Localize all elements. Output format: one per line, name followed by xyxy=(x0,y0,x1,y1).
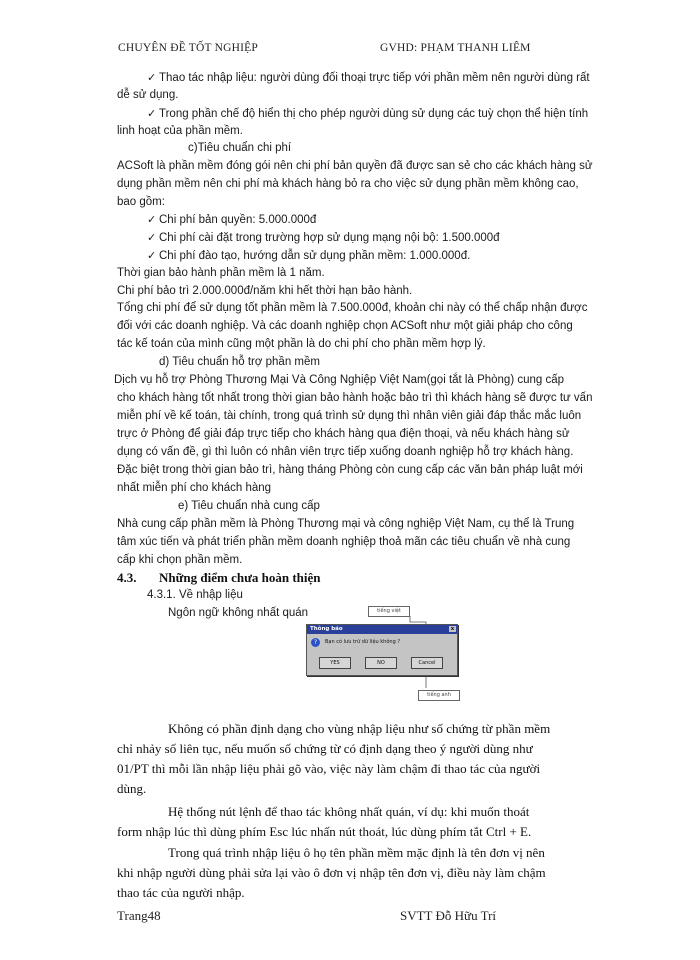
subheading: e) Tiêu chuẩn nhà cung cấp xyxy=(178,500,320,512)
callout-bottom: tiếng anh xyxy=(418,690,460,701)
text-line: dụng có vấn đề, gì thì luôn có nhân viên trực tiếp xuống doanh nghiệp hỗ trợ khách hàng. xyxy=(117,446,574,458)
checkmark-icon: ✓ xyxy=(147,108,157,120)
subheading: d) Tiêu chuẩn hỗ trợ phần mềm xyxy=(159,356,320,368)
footer-page-number: Trang48 xyxy=(117,908,161,923)
subheading: c)Tiêu chuẩn chi phí xyxy=(188,142,292,154)
footer-author: SVTT Đỗ Hữu Trí xyxy=(400,908,497,923)
text-line: đối với các doanh nghiệp. Và các doanh nghiệp chọn ACSoft như một giải pháp cho công xyxy=(117,320,573,332)
text-line: Tổng chi phí để sử dụng tốt phần mềm là 7.500.000đ, khoản chi này có thể chấp nhận được xyxy=(117,302,588,314)
paragraph-line: chỉ nhảy số liên tục, nếu muốn số chứng từ có định dạng theo ý người dùng như xyxy=(117,741,533,756)
text-line: Chi phí bảo trì 2.000.000đ/năm khi hết thời hạn bảo hành. xyxy=(117,285,413,297)
question-icon: ? xyxy=(311,638,320,647)
dialog-figure xyxy=(306,604,482,704)
header-left: CHUYÊN ĐỀ TỐT NGHIỆP xyxy=(118,42,258,54)
bullet-line: ✓ Trong phần chế độ hiển thị cho phép người dùng sử dụng các tuỳ chọn thể hiện tính xyxy=(147,108,589,120)
paragraph-line: form nhập lúc thì dùng phím Esc lúc nhấn nút thoát, lúc dùng phím tắt Ctrl + E. xyxy=(117,824,532,839)
close-icon[interactable]: x xyxy=(450,626,455,632)
bullet-line: ✓ Chi phí cài đặt trong trường hợp sử dụng mạng nội bộ: 1.500.000đ xyxy=(147,232,500,244)
text-line: bao gồm: xyxy=(117,196,165,208)
callout-top: tiếng việt xyxy=(368,606,410,617)
subsection-label: Ngôn ngữ không nhất quán xyxy=(168,607,309,619)
text-line: tâm xúc tiến và phát triển phần mềm doanh nghiệp thoả mãn các tiêu chuẩn về nhà cung xyxy=(117,536,571,548)
cancel-button[interactable]: Cancel xyxy=(411,657,443,669)
text-line: ACSoft là phần mềm đóng gói nên chi phí bản quyền đã được san sẻ cho các khách hàng sử xyxy=(117,160,593,172)
header-right: GVHD: PHẠM THANH LIÊM xyxy=(380,42,531,54)
text-line: cho khách hàng tốt nhất trong thời gian bảo hành hoặc bảo trì thì khách hàng sẽ được tư vấn xyxy=(117,392,593,404)
text-line: miễn phí về kế toán, tài chính, trong quá trình sử dụng thì nhân viên giải đáp thắc mắc luôn xyxy=(117,410,582,422)
bullet-line: ✓ Chi phí đào tạo, hướng dẫn sử dụng phần mềm: 1.000.000đ. xyxy=(147,250,471,262)
paragraph-line: 01/PT thì mỗi lần nhập liệu phải gõ vào, việc này làm chậm đi thao tác của người xyxy=(117,761,541,776)
text-line: Nhà cung cấp phần mềm là Phòng Thương mại và công nghiệp Việt Nam, cụ thể là Trung xyxy=(117,518,575,530)
text-line: dễ sử dụng. xyxy=(117,89,179,101)
text-line: Dịch vụ hỗ trợ Phòng Thương Mại Và Công Nghiệp Việt Nam(gọi tắt là Phòng) cung cấp xyxy=(114,374,565,386)
no-button[interactable]: NO xyxy=(365,657,397,669)
section-number: 4.3. xyxy=(117,570,137,585)
text-line: Thời gian bảo hành phần mềm là 1 năm. xyxy=(117,267,325,279)
text-line: tác kế toán của mình cũng một phần là do chi phí cho phần mềm hợp lý. xyxy=(117,338,486,350)
dialog-message: Bạn có lưu trữ dữ liệu không ? xyxy=(325,639,400,645)
dialog-title: Thông báo xyxy=(310,626,343,632)
paragraph-line: Trong quá trình nhập liệu ô họ tên phần mềm mặc định là tên đơn vị nên xyxy=(168,845,545,860)
bullet-line: ✓ Thao tác nhập liệu: người dùng đối thoại trực tiếp với phần mềm nên người dùng rất xyxy=(147,72,590,84)
checkmark-icon: ✓ xyxy=(147,250,157,262)
section-title: Những điểm chưa hoàn thiện xyxy=(159,570,321,585)
paragraph-line: Hệ thống nút lệnh để thao tác không nhất quán, ví dụ: khi muốn thoát xyxy=(168,804,530,819)
text-line: Đặc biệt trong thời gian bảo trì, hàng tháng Phòng còn cung cấp các văn bản pháp luật mới xyxy=(117,464,583,476)
paragraph-line: khi nhập người dùng phải sửa lại vào ô đơn vị nhập tên đơn vị, điều này làm chậm xyxy=(117,865,546,880)
paragraph-line: dùng. xyxy=(117,781,147,796)
bullet-line: ✓ Chi phí bản quyền: 5.000.000đ xyxy=(147,214,317,226)
text-line: dụng phần mềm nên chi phí mà khách hàng bỏ ra cho việc sử dụng phần mềm không cao, xyxy=(117,178,579,190)
checkmark-icon: ✓ xyxy=(147,232,157,244)
text-line: nhất miễn phí cho khách hàng xyxy=(117,482,272,494)
paragraph-line: Không có phần định dạng cho vùng nhập liệu như số chứng từ phần mềm xyxy=(168,721,551,736)
dialog-titlebar xyxy=(307,625,457,634)
dialog-window xyxy=(306,624,458,676)
paragraph-line: thao tác của người nhập. xyxy=(117,885,245,900)
text-line: linh hoạt của phần mềm. xyxy=(117,125,243,137)
subsection-title: 4.3.1. Về nhập liệu xyxy=(147,589,243,601)
text-line: trực ở Phòng để giải đáp trực tiếp cho khách hàng qua điện thoại, và nếu khách hàng sử xyxy=(117,428,570,440)
checkmark-icon: ✓ xyxy=(147,72,157,84)
yes-button[interactable]: YES xyxy=(319,657,351,669)
text-line: cấp khi chọn phần mềm. xyxy=(117,554,243,566)
checkmark-icon: ✓ xyxy=(147,214,157,226)
